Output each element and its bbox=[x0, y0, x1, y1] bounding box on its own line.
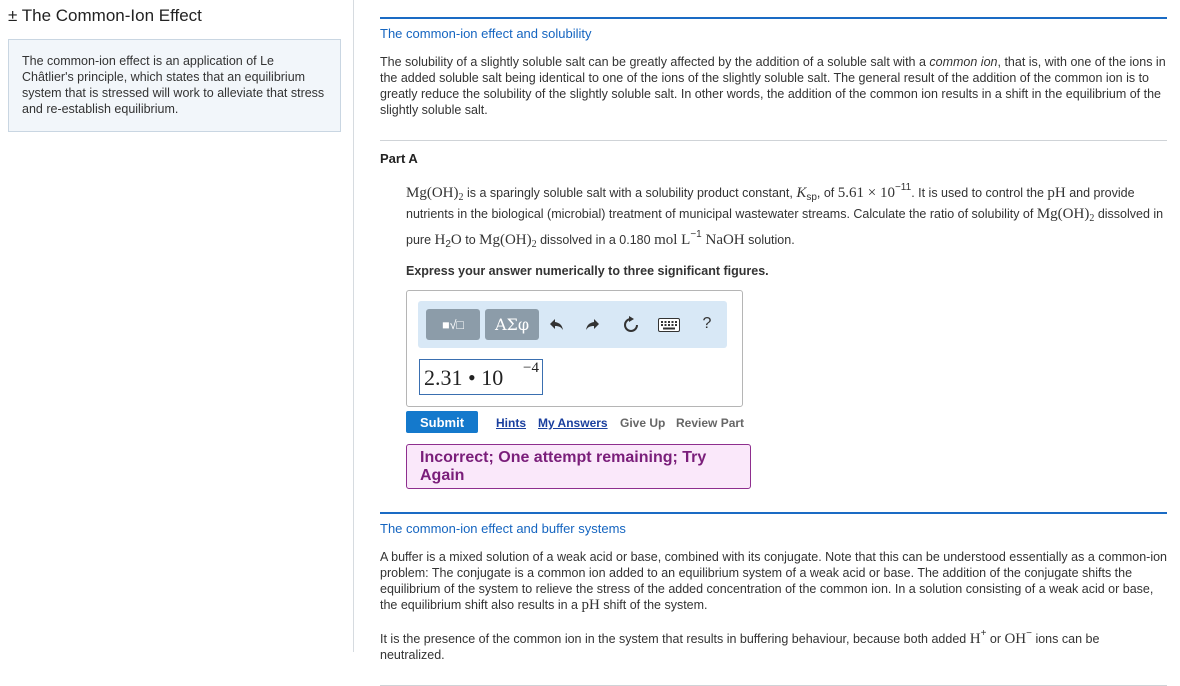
answer-exponent: −4 bbox=[523, 360, 539, 376]
my-answers-link[interactable]: My Answers bbox=[538, 416, 608, 430]
answer-actions bbox=[406, 411, 1167, 433]
give-up-link[interactable]: Give Up bbox=[620, 416, 666, 430]
intro-box: The common-ion effect is an application of Le Châtlier's principle, which states that an equilibrium system that is stressed will work to alleviate that stress and re-establish equilibrium. bbox=[8, 39, 341, 132]
reset-icon[interactable] bbox=[620, 314, 642, 336]
answer-input[interactable] bbox=[419, 359, 543, 395]
part-a-title: Part A bbox=[380, 151, 418, 166]
review-part-link[interactable]: Review Part bbox=[676, 416, 745, 430]
help-button[interactable]: ? bbox=[702, 315, 712, 332]
answer-editor bbox=[406, 290, 743, 407]
math-toolbar bbox=[418, 301, 727, 348]
redo-icon[interactable] bbox=[581, 314, 603, 336]
section-divider bbox=[380, 512, 1167, 514]
symbols-button[interactable]: ΑΣφ bbox=[485, 309, 539, 340]
templates-button[interactable]: ■√□ bbox=[426, 309, 480, 340]
buffer-paragraph-2: It is the presence of the common ion in the system that results in buffering behaviour, because both added H+ or OH− ions can be neutralized. bbox=[380, 628, 1100, 662]
main-content bbox=[380, 0, 1167, 686]
solubility-paragraph: The solubility of a slightly soluble salt can be greatly affected by the addition of a soluble salt with a common ion, that is, with one of the ions in the added soluble salt being identical to one of the ions of the slightly soluble salt. The general result of the addition of the common ion is to greatly reduce the solubility of the slightly soluble salt. In other words, the addition of the common ion results in a shift in the equilibrium of the slightly soluble salt. bbox=[380, 55, 1166, 117]
answer-instruction: Express your answer numerically to three significant figures. bbox=[406, 264, 769, 278]
section-title-buffers: The common-ion effect and buffer systems bbox=[380, 521, 626, 536]
part-a-body bbox=[406, 180, 1167, 489]
page-title: ± The Common-Ion Effect bbox=[8, 6, 202, 25]
question-text: $Mg(OH)_2$ is a sparingly soluble salt with a solubility product constant, $K_{sp}$, of $5.61 \times 10^{-11}$. It is used to control the pH and provide nutrients in the biological (microbial) treatment of municipal wastewater streams. Calculate the ratio of solubility of $Mg(OH)_2$ dissolved in pure $H_2O$ to $Mg(OH)_2$ dissolved in a 0.180 mol $L^{-1}$ NaOH solution. bbox=[406, 182, 1164, 250]
part-divider bbox=[380, 140, 1167, 141]
feedback-message: Incorrect; One attempt remaining; Try Again bbox=[406, 444, 751, 489]
section-divider bbox=[380, 17, 1167, 19]
keyboard-icon[interactable] bbox=[657, 314, 681, 336]
section-title-solubility: The common-ion effect and solubility bbox=[380, 26, 592, 41]
left-panel bbox=[0, 0, 354, 652]
submit-button[interactable]: Submit bbox=[406, 411, 478, 433]
undo-icon[interactable] bbox=[546, 314, 568, 336]
hints-link[interactable]: Hints bbox=[496, 416, 526, 430]
buffer-paragraph-1: A buffer is a mixed solution of a weak acid or base, combined with its conjugate. Note that this can be understood essentially as a common-ion problem: The conjugate is a common ion added to an equilibrium system of a weak acid or base. The addition of the conjugate shifts the equilibrium of the system to relieve the stress of the added concentration of the common ion. In a solution consisting of a weak acid or base, the equilibrium shift also results in a pH shift of the system. bbox=[380, 550, 1168, 613]
answer-mantissa: 2.31 • 10 bbox=[424, 365, 504, 390]
